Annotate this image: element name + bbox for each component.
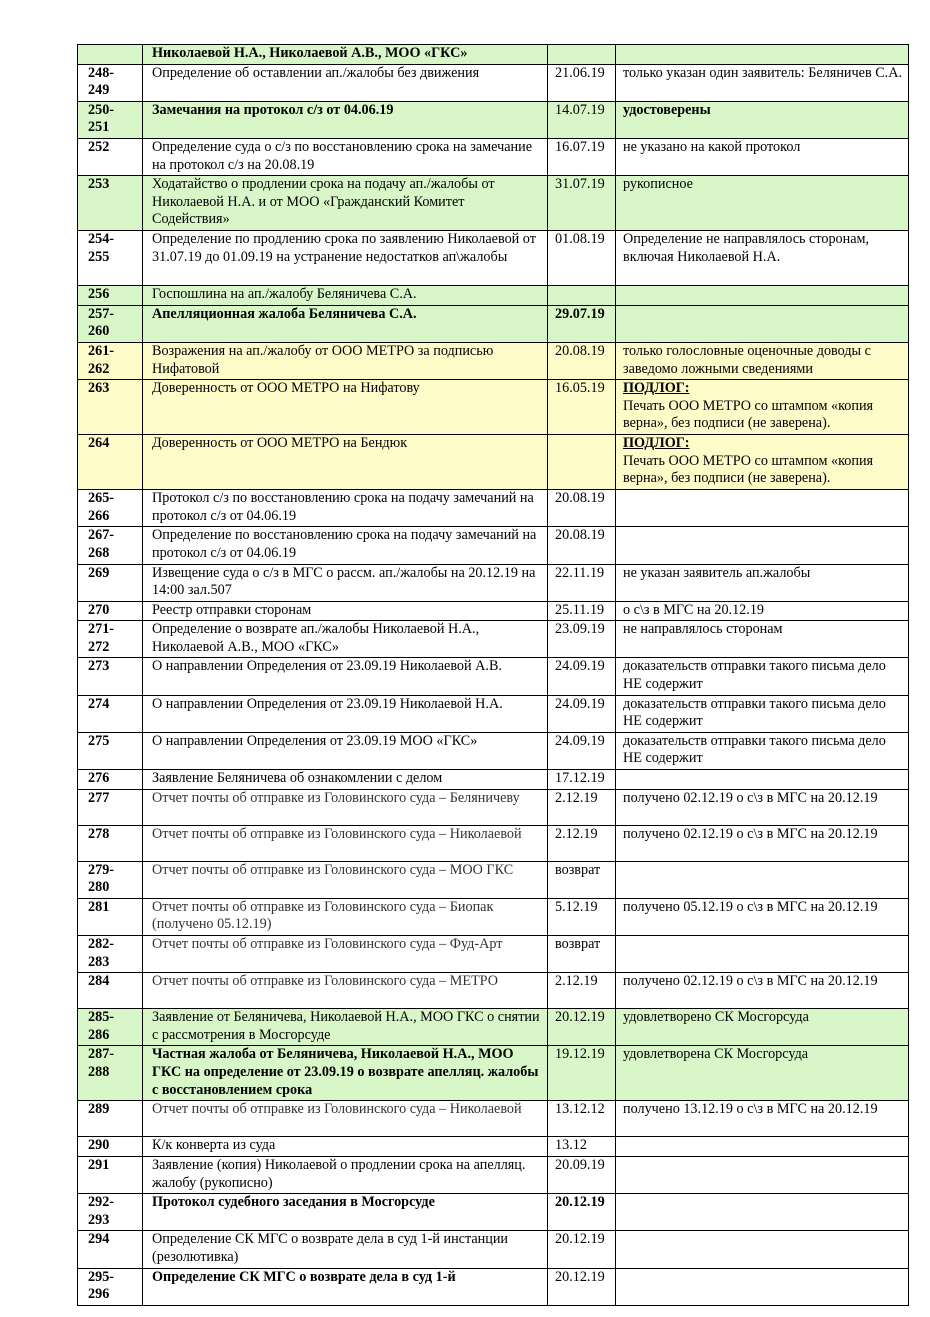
document-date: 25.11.19 bbox=[548, 601, 616, 621]
table-row bbox=[78, 825, 909, 861]
row-number: 292- 293 bbox=[78, 1194, 143, 1231]
case-materials-table bbox=[77, 44, 909, 1306]
document-date: 23.09.19 bbox=[548, 621, 616, 658]
row-number: 250- 251 bbox=[78, 101, 143, 138]
document-title: Протокол судебного заседания в Мосгорсуде bbox=[143, 1194, 548, 1231]
document-title: Определение суда о с/з по восстановлению срока на замечание на протокол с/з на 20.08.19 bbox=[143, 138, 548, 175]
document-date bbox=[548, 286, 616, 306]
row-number: 279- 280 bbox=[78, 861, 143, 898]
table-row bbox=[78, 490, 909, 527]
row-number: 271- 272 bbox=[78, 621, 143, 658]
row-number: 285- 286 bbox=[78, 1009, 143, 1046]
document-title: Заявление (копия) Николаевой о продлении срока на апелляц. жалобу (рукописно) bbox=[143, 1156, 548, 1193]
row-number: 269 bbox=[78, 564, 143, 601]
table-row bbox=[78, 732, 909, 769]
remark: о с\з в МГС на 20.12.19 bbox=[616, 601, 909, 621]
document-date: 20.12.19 bbox=[548, 1009, 616, 1046]
remark: доказательств отправки такого письма дело НЕ содержит bbox=[616, 695, 909, 732]
row-number: 289 bbox=[78, 1101, 143, 1137]
document-date: 24.09.19 bbox=[548, 695, 616, 732]
document-title: Госпошлина на ап./жалобу Беляничева С.А. bbox=[143, 286, 548, 306]
document-title: Частная жалоба от Беляничева, Николаевой Н.А., МОО ГКС на определение от 23.09.19 о возврате апелляц. жалобы с восстановлением срока bbox=[143, 1046, 548, 1101]
row-number: 277 bbox=[78, 789, 143, 825]
document-date: 20.12.19 bbox=[548, 1268, 616, 1305]
row-number: 270 bbox=[78, 601, 143, 621]
row-number: 261- 262 bbox=[78, 342, 143, 379]
row-number: 284 bbox=[78, 973, 143, 1009]
table-row bbox=[78, 435, 909, 490]
remark: удовлетворено СК Мосгорсуда bbox=[616, 1009, 909, 1046]
document-date: 5.12.19 bbox=[548, 898, 616, 935]
remark: Определение не направлялось сторонам, включая Николаевой Н.А. bbox=[616, 231, 909, 286]
row-number: 278 bbox=[78, 825, 143, 861]
remark: ПОДЛОГ: Печать ООО МЕТРО со штампом «копия верна», без подписи (не заверена). bbox=[616, 380, 909, 435]
table-row bbox=[78, 1137, 909, 1157]
document-title: Определение СК МГС о возврате дела в суд 1-й bbox=[143, 1268, 548, 1305]
document-title: О направлении Определения от 23.09.19 МОО «ГКС» bbox=[143, 732, 548, 769]
table-row bbox=[78, 770, 909, 790]
remark: ПОДЛОГ: Печать ООО МЕТРО со штампом «копия верна», без подписи (не заверена). bbox=[616, 435, 909, 490]
document-title: Апелляционная жалоба Беляничева С.А. bbox=[143, 305, 548, 342]
remark: получено 05.12.19 о с\з в МГС на 20.12.19 bbox=[616, 898, 909, 935]
row-number: 294 bbox=[78, 1231, 143, 1268]
document-date: 16.07.19 bbox=[548, 138, 616, 175]
row-number: 274 bbox=[78, 695, 143, 732]
document-date: 20.09.19 bbox=[548, 1156, 616, 1193]
table-row bbox=[78, 527, 909, 564]
document-title: Заявление от Беляничева, Николаевой Н.А., МОО ГКС о снятии с рассмотрения в Мосгорсуде bbox=[143, 1009, 548, 1046]
remark: доказательств отправки такого письма дело НЕ содержит bbox=[616, 658, 909, 695]
row-number: 275 bbox=[78, 732, 143, 769]
document-title: О направлении Определения от 23.09.19 Николаевой Н.А. bbox=[143, 695, 548, 732]
row-number: 267- 268 bbox=[78, 527, 143, 564]
table-row bbox=[78, 1231, 909, 1268]
table-row bbox=[78, 1194, 909, 1231]
remark: получено 13.12.19 о с\з в МГС на 20.12.19 bbox=[616, 1101, 909, 1137]
remark: рукописное bbox=[616, 176, 909, 231]
remark: удовлетворена СК Мосгорсуда bbox=[616, 1046, 909, 1101]
table-row bbox=[78, 789, 909, 825]
table-row bbox=[78, 64, 909, 101]
document-date: 24.09.19 bbox=[548, 732, 616, 769]
document-title: Николаевой Н.А., Николаевой А.В., МОО «ГКС» bbox=[143, 45, 548, 65]
document-title: Заявление Беляничева об ознакомлении с делом bbox=[143, 770, 548, 790]
remark bbox=[616, 1137, 909, 1157]
table-row bbox=[78, 898, 909, 935]
table-row bbox=[78, 658, 909, 695]
remark bbox=[616, 936, 909, 973]
table-row bbox=[78, 138, 909, 175]
document-date: 13.12.12 bbox=[548, 1101, 616, 1137]
table-row bbox=[78, 342, 909, 379]
row-number bbox=[78, 45, 143, 65]
document-title: К/к конверта из суда bbox=[143, 1137, 548, 1157]
table-row bbox=[78, 564, 909, 601]
remark: не указан заявитель ап.жалобы bbox=[616, 564, 909, 601]
document-title: Возражения на ап./жалобу от ООО МЕТРО за подписью Нифатовой bbox=[143, 342, 548, 379]
table-row bbox=[78, 1009, 909, 1046]
table-row bbox=[78, 231, 909, 286]
remark: удостоверены bbox=[616, 101, 909, 138]
row-number: 256 bbox=[78, 286, 143, 306]
document-date: возврат bbox=[548, 861, 616, 898]
document-date: 19.12.19 bbox=[548, 1046, 616, 1101]
document-date bbox=[548, 435, 616, 490]
document-date: 22.11.19 bbox=[548, 564, 616, 601]
document-date: 13.12 bbox=[548, 1137, 616, 1157]
document-date: 20.08.19 bbox=[548, 342, 616, 379]
row-number: 248- 249 bbox=[78, 64, 143, 101]
document-title: Определение об оставлении ап./жалобы без движения bbox=[143, 64, 548, 101]
document-date: 20.12.19 bbox=[548, 1231, 616, 1268]
row-number: 295- 296 bbox=[78, 1268, 143, 1305]
document-date: 20.12.19 bbox=[548, 1194, 616, 1231]
document-date: 14.07.19 bbox=[548, 101, 616, 138]
table-row bbox=[78, 601, 909, 621]
table-row bbox=[78, 1046, 909, 1101]
document-date: 2.12.19 bbox=[548, 973, 616, 1009]
table-row bbox=[78, 305, 909, 342]
remark bbox=[616, 527, 909, 564]
table-row bbox=[78, 1156, 909, 1193]
row-number: 287- 288 bbox=[78, 1046, 143, 1101]
document-title: Отчет почты об отправке из Головинского суда – МЕТРО bbox=[143, 973, 548, 1009]
document-title: Ходатайство о продлении срока на подачу ап./жалобы от Николаевой Н.А. и от МОО «Гражданский Комитет Содействия» bbox=[143, 176, 548, 231]
forgery-label: ПОДЛОГ: bbox=[623, 435, 690, 452]
remark bbox=[616, 1268, 909, 1305]
row-number: 291 bbox=[78, 1156, 143, 1193]
remark: только указан один заявитель: Беляничев С.А. bbox=[616, 64, 909, 101]
document-title: Отчет почты об отправке из Головинского суда – Николаевой bbox=[143, 825, 548, 861]
document-title: Определение о возврате ап./жалобы Николаевой Н.А., Николаевой А.В., МОО «ГКС» bbox=[143, 621, 548, 658]
document-title: Отчет почты об отправке из Головинского суда – Беляничеву bbox=[143, 789, 548, 825]
document-date: 16.05.19 bbox=[548, 380, 616, 435]
document-title: Доверенность от ООО МЕТРО на Бендюк bbox=[143, 435, 548, 490]
document-title: Реестр отправки сторонам bbox=[143, 601, 548, 621]
document-date: 2.12.19 bbox=[548, 825, 616, 861]
row-number: 265- 266 bbox=[78, 490, 143, 527]
row-number: 263 bbox=[78, 380, 143, 435]
document-title: Извещение суда о с/з в МГС о рассм. ап./жалобы на 20.12.19 на 14:00 зал.507 bbox=[143, 564, 548, 601]
remark: только голословные оценочные доводы с заведомо ложными сведениями bbox=[616, 342, 909, 379]
forgery-label: ПОДЛОГ: bbox=[623, 380, 690, 397]
document-date: 17.12.19 bbox=[548, 770, 616, 790]
remark bbox=[616, 286, 909, 306]
row-number: 282- 283 bbox=[78, 936, 143, 973]
document-date: 21.06.19 bbox=[548, 64, 616, 101]
row-number: 273 bbox=[78, 658, 143, 695]
row-number: 257- 260 bbox=[78, 305, 143, 342]
remark bbox=[616, 1231, 909, 1268]
document-title: Отчет почты об отправке из Головинского суда – МОО ГКС bbox=[143, 861, 548, 898]
document-date: 29.07.19 bbox=[548, 305, 616, 342]
table-row bbox=[78, 621, 909, 658]
remark: получено 02.12.19 о с\з в МГС на 20.12.19 bbox=[616, 789, 909, 825]
table-row bbox=[78, 1268, 909, 1305]
document-title: Определение СК МГС о возврате дела в суд 1-й инстанции (резолютивка) bbox=[143, 1231, 548, 1268]
document-title: Доверенность от ООО МЕТРО на Нифатову bbox=[143, 380, 548, 435]
remark bbox=[616, 1156, 909, 1193]
document-date: 20.08.19 bbox=[548, 527, 616, 564]
table-row bbox=[78, 861, 909, 898]
remark bbox=[616, 1194, 909, 1231]
table-row bbox=[78, 380, 909, 435]
remark bbox=[616, 45, 909, 65]
document-title: Определение по восстановлению срока на подачу замечаний на протокол с/з от 04.06.19 bbox=[143, 527, 548, 564]
row-number: 281 bbox=[78, 898, 143, 935]
document-date: 2.12.19 bbox=[548, 789, 616, 825]
table-row bbox=[78, 1101, 909, 1137]
document-title: Отчет почты об отправке из Головинского суда – Биопак (получено 05.12.19) bbox=[143, 898, 548, 935]
table-row bbox=[78, 176, 909, 231]
document-date: 20.08.19 bbox=[548, 490, 616, 527]
row-number: 264 bbox=[78, 435, 143, 490]
row-number: 253 bbox=[78, 176, 143, 231]
row-number: 276 bbox=[78, 770, 143, 790]
remark bbox=[616, 490, 909, 527]
row-number: 254- 255 bbox=[78, 231, 143, 286]
table-row bbox=[78, 936, 909, 973]
remark: не указано на какой протокол bbox=[616, 138, 909, 175]
remark: получено 02.12.19 о с\з в МГС на 20.12.19 bbox=[616, 973, 909, 1009]
document-title: Отчет почты об отправке из Головинского суда – Фуд-Арт bbox=[143, 936, 548, 973]
remark bbox=[616, 770, 909, 790]
table-row bbox=[78, 45, 909, 65]
row-number: 290 bbox=[78, 1137, 143, 1157]
document-date bbox=[548, 45, 616, 65]
document-date: 31.07.19 bbox=[548, 176, 616, 231]
table-row bbox=[78, 286, 909, 306]
remark bbox=[616, 305, 909, 342]
remark: получено 02.12.19 о с\з в МГС на 20.12.19 bbox=[616, 825, 909, 861]
remark bbox=[616, 861, 909, 898]
document-date: возврат bbox=[548, 936, 616, 973]
document-date: 24.09.19 bbox=[548, 658, 616, 695]
document-title: О направлении Определения от 23.09.19 Николаевой А.В. bbox=[143, 658, 548, 695]
row-number: 252 bbox=[78, 138, 143, 175]
table-body bbox=[78, 45, 909, 1306]
remark: не направлялось сторонам bbox=[616, 621, 909, 658]
document-title: Замечания на протокол с/з от 04.06.19 bbox=[143, 101, 548, 138]
table-row bbox=[78, 101, 909, 138]
document-title: Определение по продлению срока по заявлению Николаевой от 31.07.19 до 01.09.19 на устранение недостатков ап\жалобы bbox=[143, 231, 548, 286]
table-row bbox=[78, 695, 909, 732]
remark: доказательств отправки такого письма дело НЕ содержит bbox=[616, 732, 909, 769]
document-title: Протокол с/з по восстановлению срока на подачу замечаний на протокол с/з от 04.06.19 bbox=[143, 490, 548, 527]
table-row bbox=[78, 973, 909, 1009]
document-date: 01.08.19 bbox=[548, 231, 616, 286]
document-title: Отчет почты об отправке из Головинского суда – Николаевой bbox=[143, 1101, 548, 1137]
